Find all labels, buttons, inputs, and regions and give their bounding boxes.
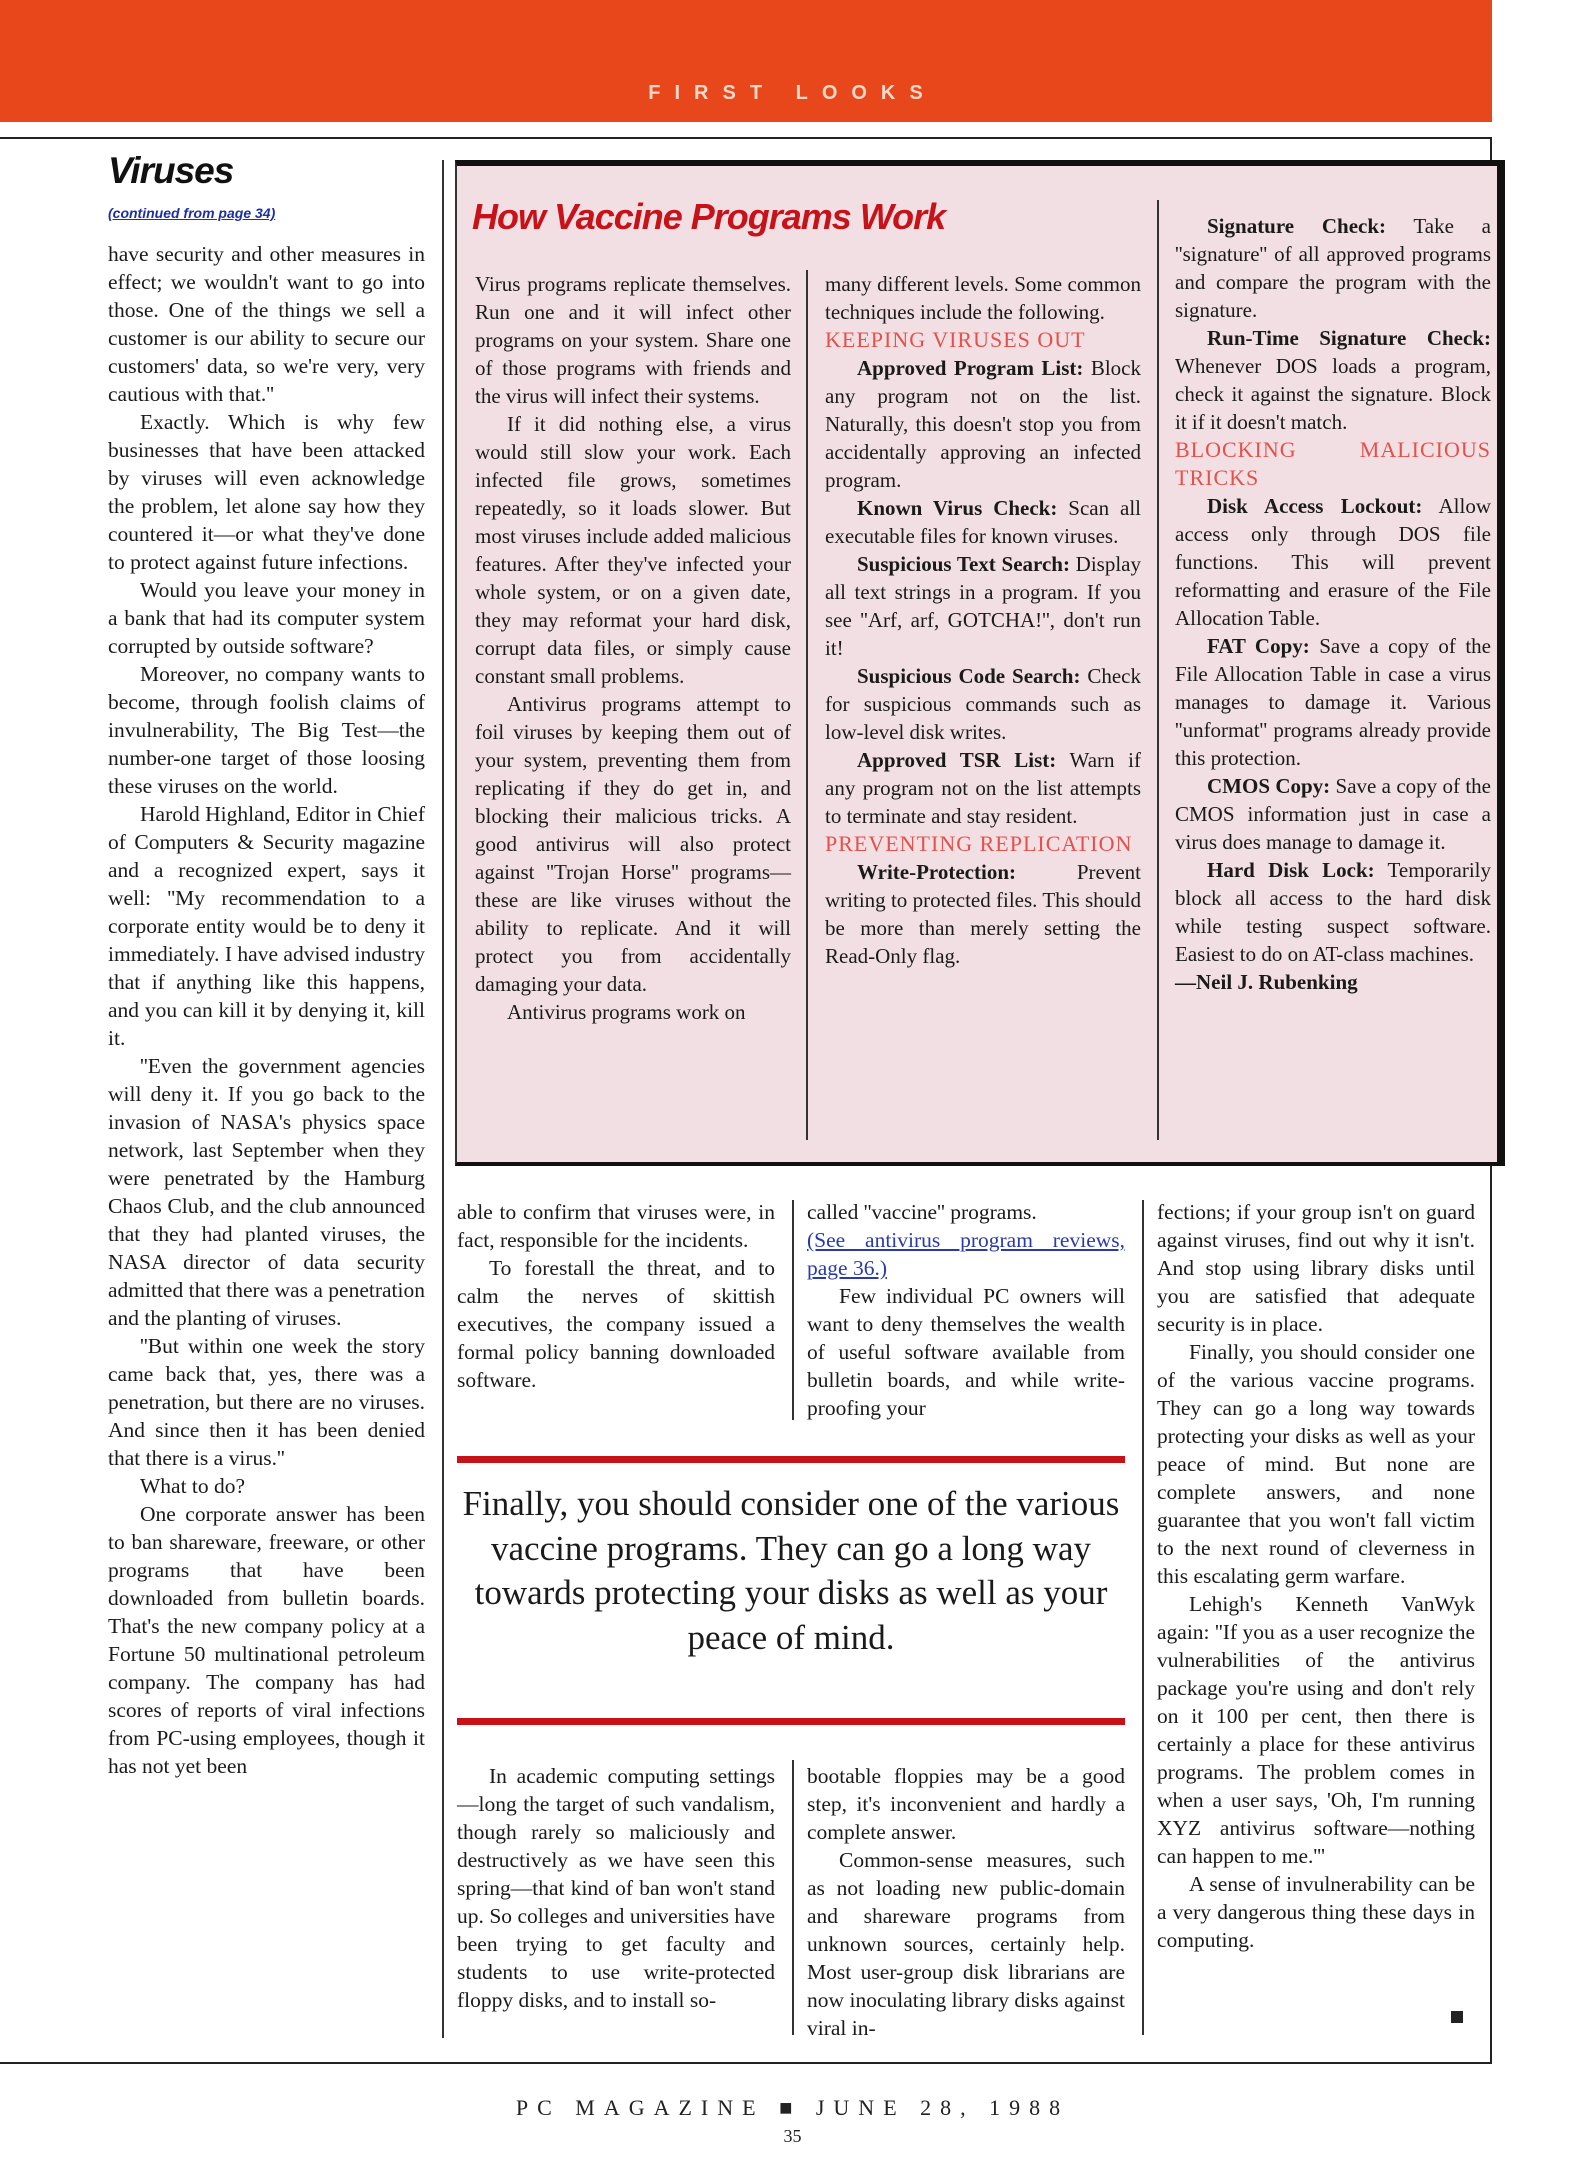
paragraph [825, 494, 1141, 550]
definition: Save a copy of the CMOS information just in case a virus does manage to damage it. [1175, 774, 1491, 854]
term: CMOS Copy: [1207, 774, 1331, 798]
definition: Block any program not on the list. Naturally, this doesn't stop you from accidentally approving an infected program. [825, 356, 1141, 492]
paragraph: Would you leave your money in a bank that had its computer system corrupted by outside software? [108, 578, 425, 658]
sidebar-column-2 [825, 270, 1141, 970]
term: FAT Copy: [1207, 634, 1310, 658]
article-column-1 [108, 240, 425, 1780]
paragraph: many different levels. Some common techniques include the following. [825, 272, 1141, 324]
frame-bottom-rule [0, 2062, 1492, 2064]
paragraph: Harold Highland, Editor in Chief of Computers & Security magazine and a recognized expert, says it well: ''My recommendation to a corporate entity would be to deny it immediately. I have advised industry that if anything like this happens, and you can kill it by denying it, kill it. [108, 802, 425, 1050]
pull-quote: Finally, you should consider one of the various vaccine programs. They can go a long way towards protecting your disks as well as your peace of mind. [462, 1484, 1120, 1657]
continued-link[interactable]: (continued from page 34) [108, 205, 276, 221]
paragraph [825, 746, 1141, 830]
section-label: FIRST LOOKS [648, 82, 937, 104]
definition: Allow access only through DOS file functions. This will prevent reformatting and erasure of the File Allocation Table. [1175, 494, 1492, 630]
definition: Temporarily block all access to the hard disk while testing suspect software. Easiest to do on AT-class machines. [1175, 858, 1491, 966]
paragraph: One corporate answer has been to ban shareware, freeware, or other programs that have been downloaded from bulletin boards. That's the new company policy at a Fortune 50 multinational petroleum company. The company has had scores of reports of viral infections from PC-using employees, though it has not yet been [108, 1502, 425, 1778]
paragraph [1175, 212, 1491, 324]
paragraph: Finally, you should consider one of the various vaccine programs. They can go a long way towards protecting your disks as well as your peace of mind. But none are complete answers, and none guarantee that you won't fall victim to the next round of cleverness in this escalating germ warfare. [1157, 1340, 1475, 1588]
paragraph: In academic computing settings—long the target of such vandalism, though rarely so maliciously and destructively as we have seen this spring—that kind of ban won't stand up. So colleges and universities have been trying to get faculty and students to use write-protected floppy disks, and to install so- [457, 1764, 775, 2012]
column-rule [792, 1200, 794, 1420]
definition: Check for suspicious commands such as low-level disk writes. [825, 664, 1141, 744]
term: Suspicious Code Search: [857, 664, 1081, 688]
paragraph: Moreover, no company wants to become, through foolish claims of invulnerability, The Big Test—the number-one target of those loosing these viruses on the world. [108, 662, 425, 798]
paragraph: Antivirus programs work on [507, 1000, 746, 1024]
paragraph: Common-sense measures, such as not loading new public-domain and shareware programs from unknown sources, certainly help. Most user-group disk librarians are now inoculating library disks against viral in- [807, 1848, 1125, 2040]
section-heading: KEEPING VIRUSES OUT [825, 327, 1086, 352]
section-heading: BLOCKING MALICIOUS TRICKS [1175, 437, 1491, 490]
definition: Scan all executable files for known viruses. [825, 496, 1141, 548]
term: Approved Program List: [857, 356, 1084, 380]
paragraph [825, 858, 1141, 970]
paragraph [825, 662, 1141, 746]
definition: Warn if any program not on the list attempts to terminate and stay resident. [825, 748, 1141, 828]
term: Known Virus Check: [857, 496, 1058, 520]
end-mark-icon [1450, 2010, 1464, 2024]
paragraph: Antivirus programs attempt to foil viruses by keeping them out of your system, preventing them from replicating if they do get in, and blocking their malicious tricks. A good antivirus will also protect against ''Trojan Horse'' programs—these are like viruses without the ability to replicate. And it will protect you from accidentally damaging your data. [475, 692, 791, 996]
definition: Prevent writing to protected files. This should be more than merely setting the Read-Only flag. [825, 860, 1141, 968]
column-rule [442, 160, 444, 2038]
paragraph: Few individual PC owners will want to deny themselves the wealth of useful software available from bulletin boards, and while write-proofing your [807, 1284, 1125, 1420]
paragraph: Lehigh's Kenneth VanWyk again: ''If you as a user recognize the vulnerabilities of the antivirus package you're using and don't rely on it 100 per cent, then there is certainly a place for these antivirus programs. The problem comes in when a user says, 'Oh, I'm running XYZ antivirus software—nothing can happen to me.''' [1157, 1592, 1475, 1868]
term: Hard Disk Lock: [1207, 858, 1375, 882]
pull-quote-rule-bottom [457, 1718, 1125, 1725]
paragraph: ''But within one week the story came back that, yes, there was a penetration, but there are no viruses. And since then it has been denied that there is a virus.'' [108, 1334, 425, 1470]
paragraph: have security and other measures in effect; we wouldn't want to go into those. One of the things we sell a customer is our ability to secure our customers' data, so we're very, very cautious with that.'' [108, 242, 425, 406]
paragraph: fections; if your group isn't on guard against viruses, find out why it isn't. And stop using library disks until you are satisfied that adequate security is in place. [1157, 1200, 1475, 1336]
term: Signature Check: [1207, 214, 1387, 238]
article-title: Viruses [108, 150, 234, 191]
sidebar-column-rule [806, 270, 808, 1140]
paragraph [1175, 324, 1491, 436]
definition: Whenever DOS loads a program, check it against the signature. Block it if it doesn't match. [1175, 354, 1491, 434]
paragraph [1175, 772, 1491, 856]
paragraph: called ''vaccine'' programs. [807, 1200, 1037, 1224]
paragraph: ''Even the government agencies will deny it. If you go back to the invasion of NASA's physics space network, last September when they were penetrated by the Hamburg Chaos Club, and the club announced that they had planted viruses, the NASA director of data security admitted that there was a penetration and the planting of viruses. [108, 1054, 425, 1330]
term: Approved TSR List: [857, 748, 1057, 772]
sidebar-title: How Vaccine Programs Work [472, 196, 946, 237]
sidebar-column-3 [1175, 212, 1491, 996]
term: Disk Access Lockout: [1207, 494, 1423, 518]
definition: Take a ''signature'' of all approved programs and compare the program with the signature. [1175, 214, 1491, 322]
paragraph [1175, 856, 1491, 968]
paragraph: A sense of invulnerability can be a very dangerous thing these days in computing. [1157, 1872, 1475, 1952]
column-rule [1142, 1200, 1144, 2035]
article-column-3-lower [807, 1762, 1125, 2042]
definition: Save a copy of the File Allocation Table in case a virus manages to damage it. Various ''unformat'' programs already provide this protection. [1175, 634, 1491, 770]
paragraph: able to confirm that viruses were, in fact, responsible for the incidents. [457, 1200, 775, 1252]
paragraph [825, 354, 1141, 494]
column-rule [792, 1760, 794, 2035]
sidebar-column-1 [475, 270, 791, 1026]
footer-magazine-line: PC MAGAZINE ■ JUNE 28, 1988 [515, 2095, 1070, 2120]
frame-top-rule [0, 137, 1492, 139]
paragraph: Virus programs replicate themselves. Run one and it will infect other programs on your system. Share one of those programs with friends and the virus will infect their systems. [475, 272, 791, 408]
article-column-2-upper [457, 1198, 775, 1394]
pull-quote-rule-top [457, 1456, 1125, 1463]
term: Run-Time Signature Check: [1207, 326, 1491, 350]
paragraph: bootable floppies may be a good step, it's inconvenient and hardly a complete answer. [807, 1764, 1125, 1844]
paragraph: To forestall the threat, and to calm the nerves of skittish executives, the company issued a formal policy banning downloaded software. [457, 1256, 775, 1392]
term: Write-Protection: [857, 860, 1016, 884]
section-heading: PREVENTING REPLICATION [825, 831, 1133, 856]
paragraph: Exactly. Which is why few businesses that have been attacked by viruses will even acknowledge the problem, let alone say how they countered it—or what they've done to protect against future infections. [108, 410, 425, 574]
paragraph [825, 550, 1141, 662]
article-column-2-lower [457, 1762, 775, 2014]
article-column-3-upper [807, 1198, 1125, 1422]
paragraph [1175, 632, 1491, 772]
paragraph [1175, 492, 1491, 632]
article-column-4 [1157, 1198, 1475, 1954]
definition: Display all text strings in a program. If you see ''Arf, arf, GOTCHA!'', don't run it! [825, 552, 1142, 660]
paragraph: If it did nothing else, a virus would still slow your work. Each infected file grows, sometimes repeatedly, so it loads slower. But most viruses include added malicious features. After they've infected your whole system, or on a given date, they may reformat your hard disk, corrupt data files, or simply cause constant small problems. [475, 412, 791, 688]
page-number: 35 [783, 2126, 802, 2146]
term: Suspicious Text Search: [857, 552, 1070, 576]
sidebar-column-rule [1157, 200, 1159, 1140]
crossref-link[interactable]: (See antivirus program reviews, page 36.) [807, 1228, 1125, 1280]
sidebar-byline: —Neil J. Rubenking [1175, 970, 1358, 994]
paragraph: What to do? [140, 1474, 246, 1498]
